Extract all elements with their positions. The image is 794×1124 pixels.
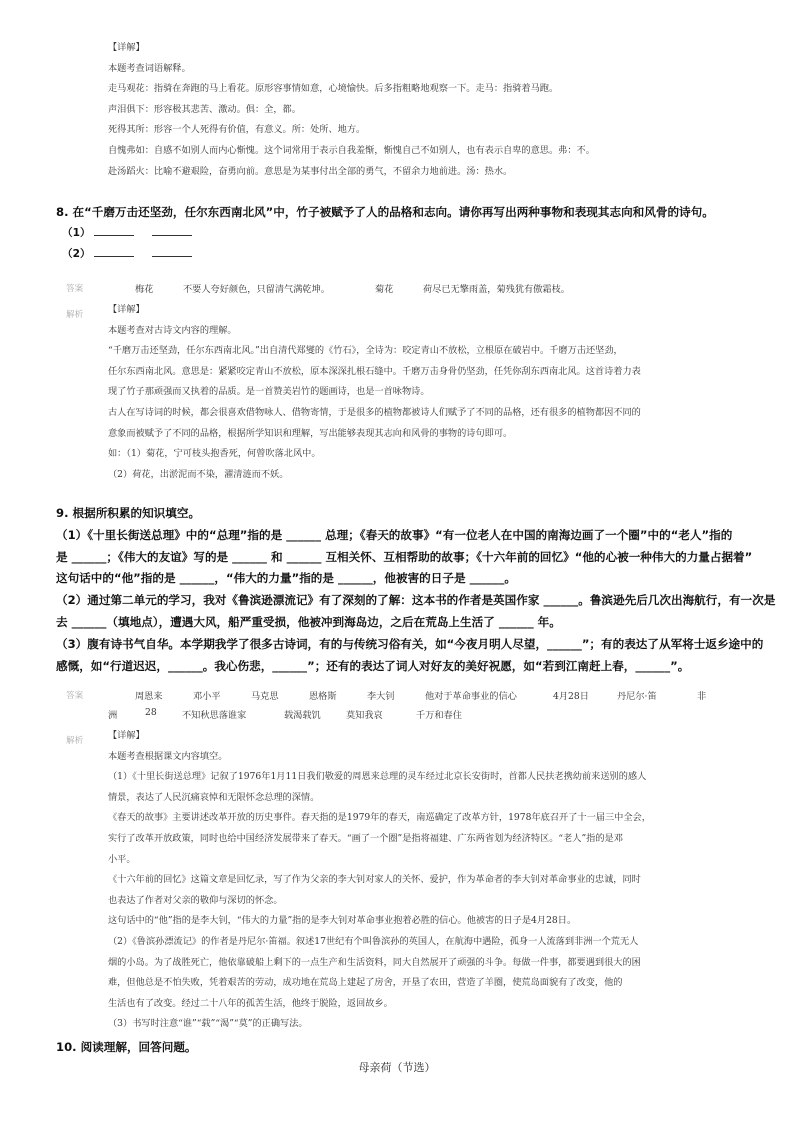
text-line: 赴汤蹈火：比喻不避艰险，奋勇向前。意思是为某事付出全部的勇气，不留余力地前进。汤：热水。 xyxy=(108,165,513,177)
answer-item: 莫知我哀 xyxy=(346,710,383,721)
analysis-line: 本题考查根据课文内容填空。 xyxy=(108,750,228,762)
analysis-line: 小平。 xyxy=(108,853,136,865)
answer-tag: 答案 xyxy=(66,691,84,701)
text-line: 走马观花：指骑在奔跑的马上看花。原形容事情如意，心境愉快。后多指粗略地观察一下。走马：指骑着马跑。 xyxy=(108,83,559,95)
text-line: 死得其所：形容一个人死得有价值，有意义。所：处所、地方。 xyxy=(108,124,366,136)
answer-item: 周恩来 xyxy=(135,691,163,702)
question-line: 这句话中的“他”指的是 ______，“伟大的力量”指的是 ______，他被害的日子是 ______。 xyxy=(56,571,516,586)
analysis-line: （2）《鲁滨孙漂流记》的作者是丹尼尔·笛福。叙述17世纪有个叫鲁滨孙的英国人，在航海中遇险，孤身一人流落到非洲一个荒无人 xyxy=(108,935,639,947)
analysis-line: 生活也有了改变。经过二十八年的孤苦生活，他终于脱险，返回故乡。 xyxy=(108,997,393,1009)
analysis-line: 烟的小岛。为了战胜死亡，他依靠破船上剩下的一点生产和生活资料，同大自然展开了顽强的斗争。每做一件事，都要遇到很大的困 xyxy=(108,956,641,968)
question-line: 感慨，如“行道迟迟，______。我心伤悲，______”；还有的表达了词人对好友的美好祝愿，如“若到江南赶上春，______”。 xyxy=(56,658,690,673)
analysis-line: 这句话中的“他”指的是李大钊，“伟大的力量”指的是李大钊对革命事业抱着必胜的信心。他被害的日子是4月28日。 xyxy=(108,915,577,927)
word-explanation-section xyxy=(108,38,748,182)
analysis-line: 现了竹子那顽强而又执着的品质。是一首赞美岩竹的题画诗，也是一首咏物诗。 xyxy=(108,386,430,398)
question-8-text: 8. 在“千磨万击还坚劲，任尔东西南北风”中，竹子被赋予了人的品格和志向。请你再写出两种事物和表现其志向和风骨的诗句。 xyxy=(56,205,714,219)
analysis-line: 意象而被赋予了不同的品格，根据所学知识和理解，写出能够表现其志向和风骨的事物的诗句即可。 xyxy=(108,427,513,439)
answer-blank[interactable] xyxy=(94,245,134,257)
analysis-line: 【详解】 xyxy=(108,730,145,741)
answer-item: 洲 xyxy=(108,710,118,721)
analysis-line: 古人在写诗词的时候，都会很喜欢借物咏人、借物寄情，于是很多的植物都被诗人们赋予了不同的品格，还有很多的植物都因不同的 xyxy=(108,406,641,418)
answer-item: 他对于革命事业的信心 xyxy=(425,691,517,702)
question-line: （3）腹有诗书气自华。本学期我学了很多古诗词，有的与传统习俗有关，如“今夜月明人尽望，______”；有的表达了从军将士返乡途中的 xyxy=(56,636,764,651)
analysis-line: 任尔东西南北风。意思是：紧紧咬定青山不放松，原本深深扎根石缝中。千磨万击身骨仍坚劲，任凭你刮东西南北风。这首诗着力表 xyxy=(108,365,641,377)
answer-item: 李大钊 xyxy=(367,691,395,702)
answer-item: 菊花 xyxy=(375,284,394,295)
analysis-line: “千磨万击还坚劲，任尔东西南北风。”出自清代郑燮的《竹石》，全诗为：咬定青山不放松，立根原在破岩中。千磨万击还坚劲， xyxy=(108,345,623,357)
answer-item: 邓小平 xyxy=(193,691,221,702)
blank-1-label: （1） xyxy=(62,227,91,239)
answer-blank[interactable] xyxy=(152,245,192,257)
question-line: （1）《十里长街送总理》中的“总理”指的是 ______ 总理；《春天的故事》“有一位老人在中国的南海边画了一个圈”中的“老人”指的 xyxy=(56,527,733,542)
answer-item: 载渴载饥 xyxy=(284,710,321,721)
question-10 xyxy=(56,1037,197,1059)
analysis-line: 本题考查对古诗文内容的理解。 xyxy=(108,324,237,336)
analysis-line: 如：（1）菊花，宁可枝头抱香死，何曾吹落北风中。 xyxy=(108,448,321,460)
text-line: 声泪俱下：形容极其悲苦、激动。俱：全，都。 xyxy=(108,103,301,115)
answer-tag: 答案 xyxy=(66,284,84,294)
question-line: 去 ______（填地点），遭遇大风，船严重受损，他被冲到海岛边，之后在荒岛上生活了 ______ 年。 xyxy=(56,614,561,629)
answer-blank[interactable] xyxy=(152,224,192,236)
analysis-line: 实行了改革开放政策，同时也给中国经济发展带来了春天。“画了一个圈”是指将福建、广东两省划为经济特区。“老人”指的是邓 xyxy=(108,832,623,844)
analysis-tag: 解析 xyxy=(66,310,84,320)
question-9 xyxy=(56,503,775,677)
analysis-line: 也表达了作者对父亲的敬仰与深切的怀念。 xyxy=(108,894,283,906)
analysis-line: 《十六年前的回忆》这篇文章是回忆录，写了作为父亲的李大钊对家人的关怀、爱护，作为革命者的李大钊对革命事业的忠诚，同时 xyxy=(108,874,641,886)
passage-title: 母亲荷（节选） xyxy=(358,1061,436,1074)
question-line: 是 ______；《伟大的友谊》写的是 ______ 和 ______ 互相关怀、互相帮助的故事；《十六年前的回忆》“他的心被一种伟大的力量占据着” xyxy=(56,549,753,564)
answer-item: 不知秋思落谁家 xyxy=(182,710,247,721)
answer-blank[interactable] xyxy=(94,224,134,236)
text-line: 【详解】 xyxy=(108,42,145,53)
analysis-line: （3）书写时注意“谁”“载”“渴”“莫”的正确写法。 xyxy=(108,1018,308,1030)
question-8 xyxy=(56,202,714,224)
analysis-line: （1）《十里长街送总理》记叙了1976年1月11日我们敬爱的周恩来总理的灵车经过北京长安街时，首都人民扶老携幼前来送别的感人 xyxy=(108,771,647,783)
answer-item: 马克思 xyxy=(251,691,279,702)
answer-item: 非 xyxy=(697,691,707,702)
answer-item: 梅花 xyxy=(135,284,154,295)
question-8-analysis xyxy=(108,300,641,485)
answer-item: 荷尽已无擎雨盖，菊残犹有傲霜枝。 xyxy=(423,284,570,295)
answer-item: 28 xyxy=(145,707,157,718)
analysis-line: （2）荷花，出淤泥而不染，濯清涟而不妖。 xyxy=(108,468,289,480)
blank-2-label: （2） xyxy=(62,248,91,260)
answer-item: 丹尼尔·笛 xyxy=(617,691,657,702)
question-10-text: 10. 阅读理解，回答问题。 xyxy=(56,1040,197,1054)
analysis-line: 【详解】 xyxy=(108,304,145,315)
question-9-analysis xyxy=(108,726,651,1035)
question-8-blanks xyxy=(62,223,192,265)
analysis-tag: 解析 xyxy=(66,736,84,746)
analysis-line: 难，但他总是不怕失败，凭着艰苦的劳动，成功地在荒岛上建起了房舍，开垦了农田，营造了羊圈，使荒岛面貌有了改变，他的 xyxy=(108,977,623,989)
answer-item: 不要人夸好颜色，只留清气满乾坤。 xyxy=(183,284,330,295)
text-line: 本题考查词语解释。 xyxy=(108,62,191,74)
answer-item: 恩格斯 xyxy=(309,691,337,702)
question-line: （2）通过第二单元的学习，我对《鲁滨逊漂流记》有了深刻的了解：这本书的作者是英国作家 ______。鲁滨逊先后几次出海航行，有一次是 xyxy=(56,593,776,608)
answer-item: 4月28日 xyxy=(553,691,589,702)
text-line: 自愧弗如：自感不如别人而内心惭愧。这个词常用于表示自我羞惭，惭愧自己不如别人，也有表示自卑的意思。弗：不。 xyxy=(108,144,595,156)
answer-item: 千万和春住 xyxy=(416,710,462,721)
analysis-line: 情景，表达了人民沉痛哀悼和无限怀念总理的深情。 xyxy=(108,791,320,803)
analysis-line: 《春天的故事》主要讲述改革开放的历史事件。春天指的是1979年的春天，南巡确定了改革方针，1978年底召开了十一届三中全会， xyxy=(108,812,651,824)
question-line: 9. 根据所积累的知识填空。 xyxy=(56,506,201,520)
